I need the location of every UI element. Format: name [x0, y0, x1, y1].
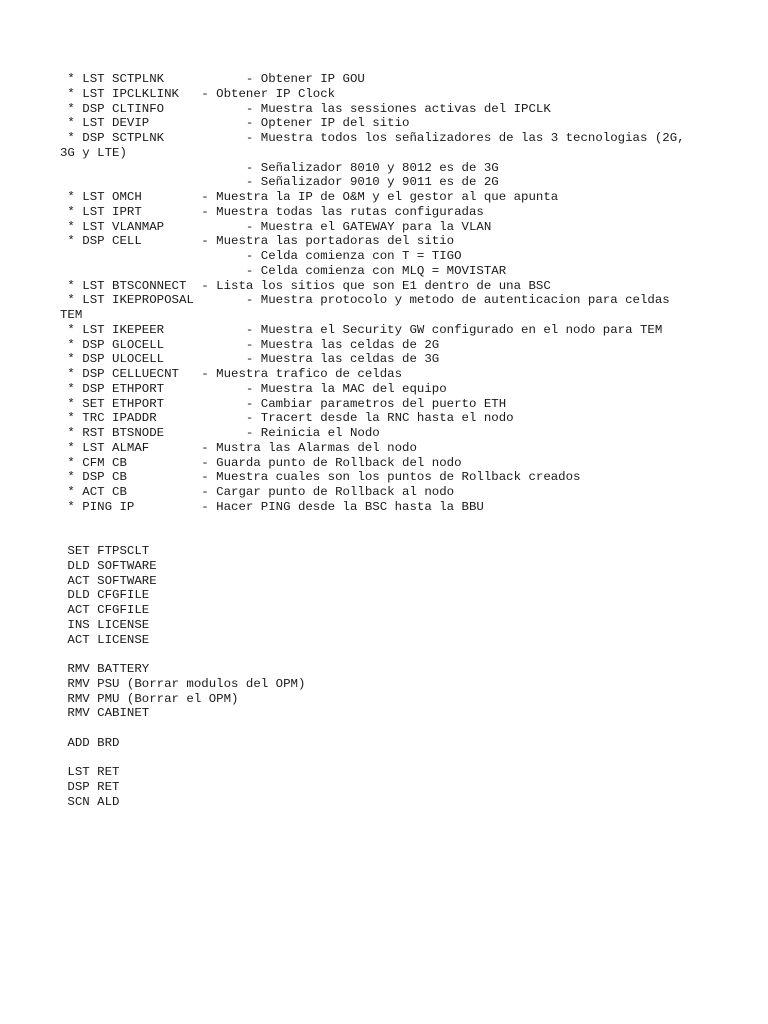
document-line: * DSP CLTINFO - Muestra las sessiones activas del IPCLK: [60, 101, 551, 116]
document-line: SCN ALD: [60, 794, 120, 809]
document-line: [60, 751, 740, 766]
document-line: * PING IP - Hacer PING desde la BSC hasta la BBU: [60, 499, 484, 514]
document-line: * LST IKEPEER - Muestra el Security GW configurado en el nodo para TEM: [60, 322, 663, 337]
document-line: * TRC IPADDR - Tracert desde la RNC hasta el nodo: [60, 411, 514, 426]
document-line: * LST OMCH - Muestra la IP de O&M y el gestor al que apunta: [60, 190, 559, 204]
document-line: * RST BTSNODE - Reinicia el Nodo: [60, 426, 380, 440]
document-line: - Señalizador 9010 y 9011 es de 2G: [60, 175, 499, 190]
document-line: ACT SOFTWARE: [60, 573, 157, 588]
document-line: DLD SOFTWARE: [60, 558, 157, 573]
document-line: RMV CABINET: [60, 706, 150, 721]
document-line: * LST SCTPLNK - Obtener IP GOU: [60, 72, 365, 86]
document-line: * CFM CB - Guarda punto de Rollback del nodo: [60, 455, 462, 470]
document-line: RMV PMU (Borrar el OPM): [60, 691, 239, 706]
document-line: INS LICENSE: [60, 617, 150, 632]
document-line: * DSP CELL - Muestra las portadoras del sitio: [60, 234, 455, 249]
document-line: RMV BATTERY: [60, 662, 150, 676]
document-line: * DSP GLOCELL - Muestra las celdas de 2G: [60, 337, 440, 352]
document-line: ACT LICENSE: [60, 632, 150, 647]
document-line: * LST BTSCONNECT - Lista los sitios que son E1 dentro de una BSC: [60, 278, 551, 293]
document-line: * DSP ETHPORT - Muestra la MAC del equipo: [60, 381, 447, 396]
document-line: - Señalizador 8010 y 8012 es de 3G: [60, 160, 499, 175]
document-line: - Celda comienza con MLQ = MOVISTAR: [60, 263, 507, 278]
document-line: [60, 721, 740, 736]
document-line: ADD BRD: [60, 735, 120, 750]
document-line: * LST IKEPROPOSAL - Muestra protocolo y metodo de autenticacion para celdas: [60, 293, 670, 308]
document-line: * ACT CB - Cargar punto de Rollback al nodo: [60, 485, 455, 499]
document-line: - Celda comienza con T = TIGO: [60, 249, 462, 263]
document-line: SET FTPSCLT: [60, 544, 150, 558]
document-line: DLD CFGFILE: [60, 588, 150, 603]
document-line: TEM: [60, 308, 83, 322]
document-line: * SET ETHPORT - Cambiar parametros del puerto ETH: [60, 396, 507, 411]
document-line: [60, 515, 740, 530]
document-page: [60, 72, 740, 810]
document-line: * LST ALMAF - Mustra las Alarmas del nodo: [60, 440, 417, 455]
document-line: RMV PSU (Borrar modulos del OPM): [60, 676, 306, 691]
document-line: * DSP CELLUECNT - Muestra trafico de celdas: [60, 367, 403, 381]
document-line: 3G y LTE): [60, 145, 127, 160]
document-line: * LST DEVIP - Optener IP del sitio: [60, 116, 410, 131]
document-line: * DSP ULOCELL - Muestra las celdas de 3G: [60, 352, 440, 367]
document-line: * LST IPCLKLINK - Obtener IP Clock: [60, 86, 336, 101]
document-line: * DSP CB - Muestra cuales son los puntos de Rollback creados: [60, 470, 581, 485]
document-line: ACT CFGFILE: [60, 603, 150, 617]
document-line: DSP RET: [60, 780, 120, 794]
document-line: [60, 647, 740, 662]
document-line: * DSP SCTPLNK - Muestra todos los señalizadores de las 3 tecnologias (2G,: [60, 131, 685, 145]
document-line: * LST VLANMAP - Muestra el GATEWAY para la VLAN: [60, 219, 492, 234]
document-line: [60, 529, 740, 544]
document-line: * LST IPRT - Muestra todas las rutas configuradas: [60, 204, 484, 219]
document-line: LST RET: [60, 765, 120, 780]
